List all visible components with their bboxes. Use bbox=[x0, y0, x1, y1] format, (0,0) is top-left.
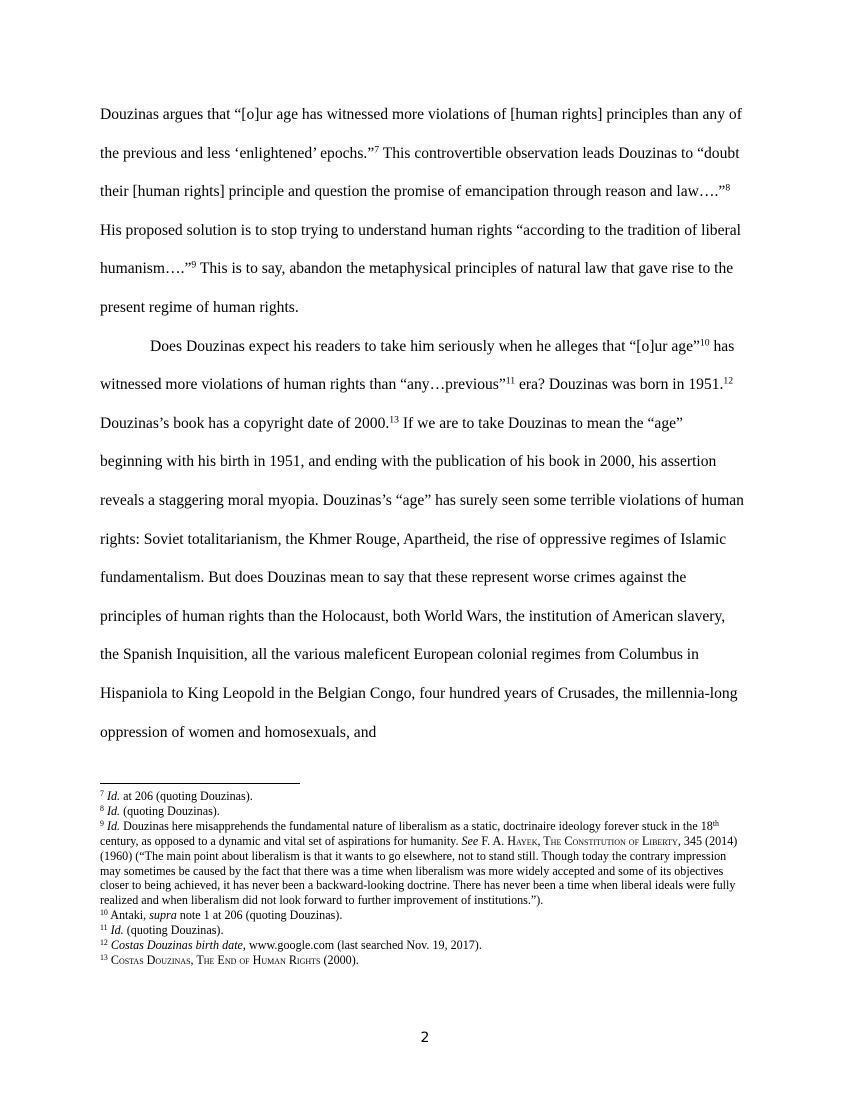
footnote-10 bbox=[100, 908, 750, 923]
footnote-citation: Id. bbox=[106, 803, 121, 818]
footnote-ref-7[interactable]: 7 bbox=[374, 144, 380, 156]
footnote-citation: Id. bbox=[110, 923, 124, 938]
footnote-number: 12 bbox=[100, 938, 108, 948]
footnote-7 bbox=[100, 789, 750, 804]
footnote-text: note 1 at 206 (quoting Douzinas). bbox=[176, 908, 343, 923]
footnote-separator bbox=[100, 783, 300, 784]
paragraph-2-text: era? Douzinas was born in 1951. bbox=[515, 376, 724, 394]
paragraph-2 bbox=[100, 328, 745, 753]
cited-work: Costas Douzinas, The End of Human Rights bbox=[110, 952, 321, 967]
footnote-text: Antaki, bbox=[107, 908, 150, 923]
footnote-text: at 206 (quoting Douzinas). bbox=[120, 789, 253, 803]
footnote-13 bbox=[100, 953, 750, 968]
footnote-text: (2000). bbox=[320, 952, 359, 967]
footnote-number: 7 bbox=[100, 789, 104, 799]
footnote-number: 8 bbox=[100, 803, 104, 813]
footnote-8 bbox=[100, 804, 750, 819]
footnote-text: , 345 (2014) (1960) (“The main point about liberalism is that it wants to go elsewhere, not to stand still. Though today the contrary impression may sometimes be caused by the fact that there was a time when liberalism was more widely accepted and some of its objectives closer to being achieved, it has never been a backward-looking doctrine. There has never been a time when liberal ideals were fully realized and when liberalism did not look forward to further improvement of institutions.”). bbox=[100, 833, 738, 908]
footnote-number: 10 bbox=[100, 908, 108, 918]
footnote-ref-8[interactable]: 8 bbox=[725, 182, 731, 194]
paragraph-2-text: Does Douzinas expect his readers to take him seriously when he alleges that “[o]ur age” bbox=[150, 337, 700, 355]
paragraph-1-text: This is to say, abandon the metaphysical principles of natural law that gave rise to the present regime of human rights. bbox=[100, 260, 734, 316]
signal-see: See bbox=[461, 833, 479, 848]
signal-supra: supra bbox=[149, 908, 177, 923]
footnote-number: 9 bbox=[100, 818, 104, 828]
footnote-text: (quoting Douzinas). bbox=[120, 803, 220, 818]
page-number: 2 bbox=[420, 1030, 430, 1046]
footnote-ref-12[interactable]: 12 bbox=[723, 375, 734, 387]
footnote-ref-10[interactable]: 10 bbox=[699, 337, 710, 349]
footnote-ref-9[interactable]: 9 bbox=[191, 260, 197, 272]
footnote-text: www.google.com (last searched Nov. 19, 2017). bbox=[245, 938, 482, 953]
footnote-number: 13 bbox=[100, 953, 108, 963]
paragraph-1 bbox=[100, 96, 745, 328]
footnote-11 bbox=[100, 923, 750, 938]
footnote-ref-11[interactable]: 11 bbox=[505, 375, 516, 387]
ordinal-suffix: th bbox=[712, 818, 719, 828]
main-body-text bbox=[100, 96, 745, 752]
paragraph-1-text: His proposed solution is to stop trying to understand human rights “according to the tradition of liberal humanism….” bbox=[100, 221, 741, 278]
footnote-number: 11 bbox=[100, 923, 108, 933]
footnote-ref-13[interactable]: 13 bbox=[389, 414, 399, 426]
footnote-text: Douzinas here misapprehends the fundamental nature of liberalism as a static, doctrinaire ideology forever stuck in the 18 bbox=[120, 818, 713, 833]
footnotes bbox=[100, 789, 750, 968]
paragraph-2-text: If we are to take Douzinas to mean the “age” beginning with his birth in 1951, and ending with the publication of his book in 2000, his assertion reveals a staggering moral myopia. Douzinas’s “age” has surely seen some terrible violations of human rights: Soviet totalitarianism, the Khmer Rouge, Apartheid, the rise of oppressive regimes of Islamic fundamentalism. But does Douzinas mean to say that these represent worse crimes against the principles of human rights than the Holocaust, both World Wars, the institution of American slavery, the Spanish Inquisition, all the various maleficent European colonial regimes from Columbus in Hispaniola to King Leopold in the Belgian Congo, four hundred years of Crusades, the millennia-long oppression of women and homosexuals, and bbox=[100, 414, 744, 741]
footnote-text: (quoting Douzinas). bbox=[123, 923, 224, 938]
footnote-citation: Id. bbox=[106, 789, 121, 803]
cited-source: Costas Douzinas birth date, bbox=[110, 938, 246, 953]
footnote-citation: Id. bbox=[106, 818, 121, 833]
footnote-text: F. A. bbox=[478, 833, 508, 848]
paragraph-2-text: has witnessed more violations of human rights than “any…previous” bbox=[100, 337, 735, 394]
footnote-12 bbox=[100, 938, 750, 953]
footnote-text: century, as opposed to a dynamic and vital set of aspirations for humanity. bbox=[100, 833, 462, 848]
cited-work: Hayek, The Constitution of Liberty bbox=[507, 833, 678, 848]
footnote-9 bbox=[100, 819, 750, 908]
paragraph-1-text: This controvertible observation leads Douzinas to “doubt their [human rights] principle and question the promise of emancipation through reason and law….” bbox=[100, 144, 740, 201]
paragraph-2-text: Douzinas’s book has a copyright date of 2000. bbox=[100, 414, 390, 432]
paragraph-1-text: Douzinas argues that “[o]ur age has witnessed more violations of [human rights] principles than any of the previous and less ‘enlightened’ epochs.” bbox=[100, 106, 742, 162]
